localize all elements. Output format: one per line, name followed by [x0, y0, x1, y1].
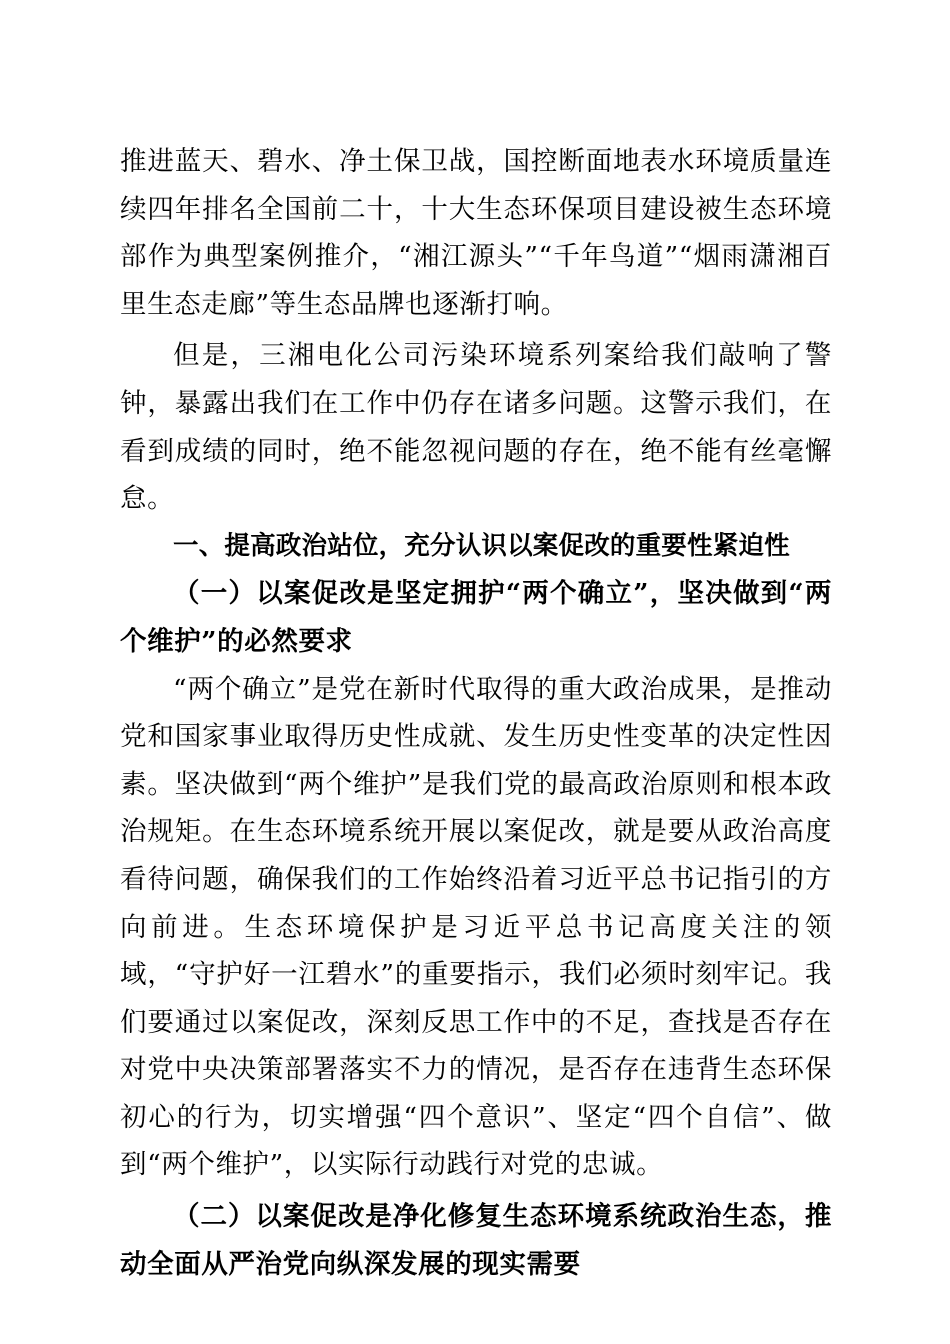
document-body	[120, 138, 832, 1288]
section-heading-1: 一、提高政治站位，充分认识以案促改的重要性紧迫性	[173, 530, 790, 561]
paragraph-warning: 但是，三湘电化公司污染环境系列案给我们敲响了警钟，暴露出我们在工作中仍存在诸多问题。这警示我们，在看到成绩的同时，绝不能忽视问题的存在，绝不能有丝毫懈怠。	[120, 340, 832, 515]
subsection-heading-1-2: （二）以案促改是净化修复生态环境系统政治生态，推动全面从严治党向纵深发展的现实需要	[120, 1201, 832, 1280]
subsection-heading-1-1: （一）以案促改是坚定拥护“两个确立”，坚决做到“两个维护”的必然要求	[120, 578, 832, 657]
paragraph-intro-continued: 推进蓝天、碧水、净土保卫战，国控断面地表水环境质量连续四年排名全国前二十，十大生态环保项目建设被生态环境部作为典型案例推介，“湘江源头”“千年鸟道”“烟雨潇湘百里生态走廊”等生态品牌也逐渐打响。	[120, 146, 832, 320]
paragraph-two-establishments: “两个确立”是党在新时代取得的重大政治成果，是推动党和国家事业取得历史性成就、发生历史性变革的决定性因素。坚决做到“两个维护”是我们党的最高政治原则和根本政治规矩。在生态环境系统开展以案促改，就是要从政治高度看待问题，确保我们的工作始终沿着习近平总书记指引的方向前进。生态环境保护是习近平总书记高度关注的领域，“守护好一江碧水”的重要指示，我们必须时刻牢记。我们要通过以案促改，深刻反思工作中的不足，查找是否存在对党中央决策部署落实不力的情况，是否存在违背生态环保初心的行为，切实增强“四个意识”、坚定“四个自信”、做到“两个维护”，以实际行动践行对党的忠诚。	[120, 673, 832, 1181]
